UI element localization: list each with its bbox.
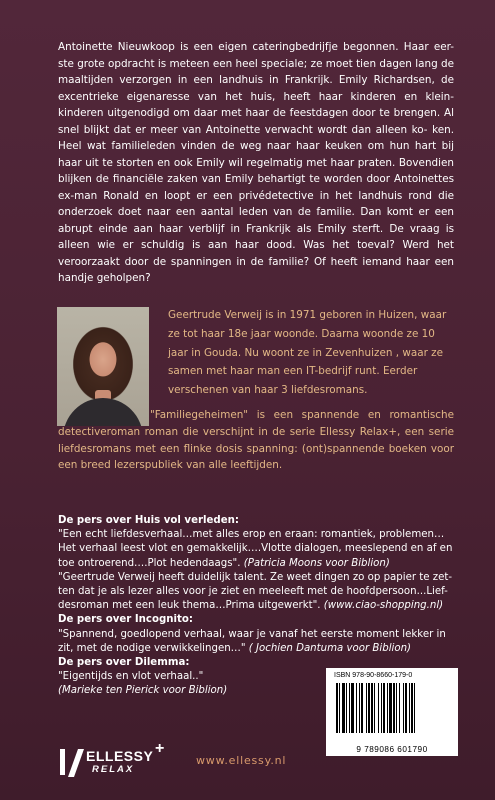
about-body: "Familiegeheimen" is een spannende en romantische detectiveroman roman die verschijnt in de serie Ellessy Relax+, een serie liefdesromans met een flinke dosis spanning: (ont)spannende boeken voor een breed lezerspubliek van alle leeftijden. xyxy=(58,409,454,472)
isbn-number: ISBN 978-90-8660-179-0 xyxy=(334,672,413,679)
publisher-name: ELLESSY xyxy=(86,748,154,764)
press-heading: De pers over Huis vol verleden: xyxy=(58,515,239,526)
book-about-text xyxy=(58,407,454,474)
quote-source: (www.ciao-shopping.nl) xyxy=(323,600,444,612)
publisher-series: RELAX xyxy=(92,764,135,775)
author-bio: Geertrude Verweij is in 1971 geboren in Huizen, waar ze tot haar 18e jaar woonde. Daarna woonde ze 10 jaar in Gouda. Nu woont ze in Zevenhuizen , waar ze samen met haar man een IT-bedrijf runt. Eerder verschenen van haar 3 liefdesromans. xyxy=(168,309,447,397)
publisher-website[interactable]: www.ellessy.nl xyxy=(196,754,287,767)
quote-source: (Marieke ten Pierick voor Biblion) xyxy=(58,685,228,697)
barcode-icon xyxy=(334,683,450,745)
press-heading: De pers over Dilemma: xyxy=(58,657,190,669)
quote-source: ( Jochien Dantuma voor Biblion) xyxy=(248,642,412,654)
synopsis-text: Antoinette Nieuwkoop is een eigen cateringbedrijfje begonnen. Haar eer- ste grote opdracht is meteen een heel speciale; ze moet tien dagen lang de maaltijden verzorgen in een landhuis in Frankrijk. Emily Richardsen, de excentrieke eigenaresse van het huis, heeft haar kinderen en klein- kinderen uitgenodigd om daar met haar de feestdagen door te brengen. Al snel blijkt dat er meer van Antoinette verwacht wordt dan alleen ko- ken. Heel wat familieleden vinden de weg naar haar keuken om hun hart bij haar uit te storten en ook Emily wil regelmatig met haar praten. Bovendien blijken de financiële zaken van Emily behartigt te worden door Antoinettes ex-man Ronald en loopt er een privédetective in het landhuis rond die onderzoek doet naar een aantal leden van de familie. Dan komt er een abrupt einde aan haar verblijf in Frankrijk als Emily sterft. De vraag is alleen wie er schuldig is aan haar dood. Was het toeval? Werd het veroorzaakt door de spanningen in de familie? Of heeft iemand haar een handje geholpen? xyxy=(58,41,454,284)
press-quote xyxy=(58,628,454,656)
quote-text: "Eigentijds en vlot verhaal.." xyxy=(58,671,204,683)
isbn-barcode-box xyxy=(326,668,458,756)
quote-text: "Een echt liefdesverhaal…met alles erop en eraan: romantiek, problemen… Het verhaal leest vlot en gemakkelijk….Vlotte dialogen, meeslepend en af en toe ontroerend….Plot hedendaags". xyxy=(58,529,453,569)
barcode-digits: 9 789086 601790 xyxy=(356,745,428,754)
press-heading: De pers over Incognito: xyxy=(58,614,193,626)
press-quote xyxy=(58,571,454,614)
quote-text: "Spannend, goedlopend verhaal, waar je vanaf het eerste moment lekker in zit, met de nodige verwikkelingen…" xyxy=(58,628,446,654)
publisher-plus: + xyxy=(155,740,165,757)
quote-text: "Geertrude Verweij heeft duidelijk talent. Ze weet dingen zo op papier te zet- ten dat je als lezer alles voor je ziet en meeleeft met de hoofdpersoon...Lief- desroman met een leuk thema…Prima uitgewerkt". xyxy=(58,571,453,612)
press-quote xyxy=(58,528,454,571)
quote-source: (Patricia Moons voor Biblion) xyxy=(243,557,390,569)
